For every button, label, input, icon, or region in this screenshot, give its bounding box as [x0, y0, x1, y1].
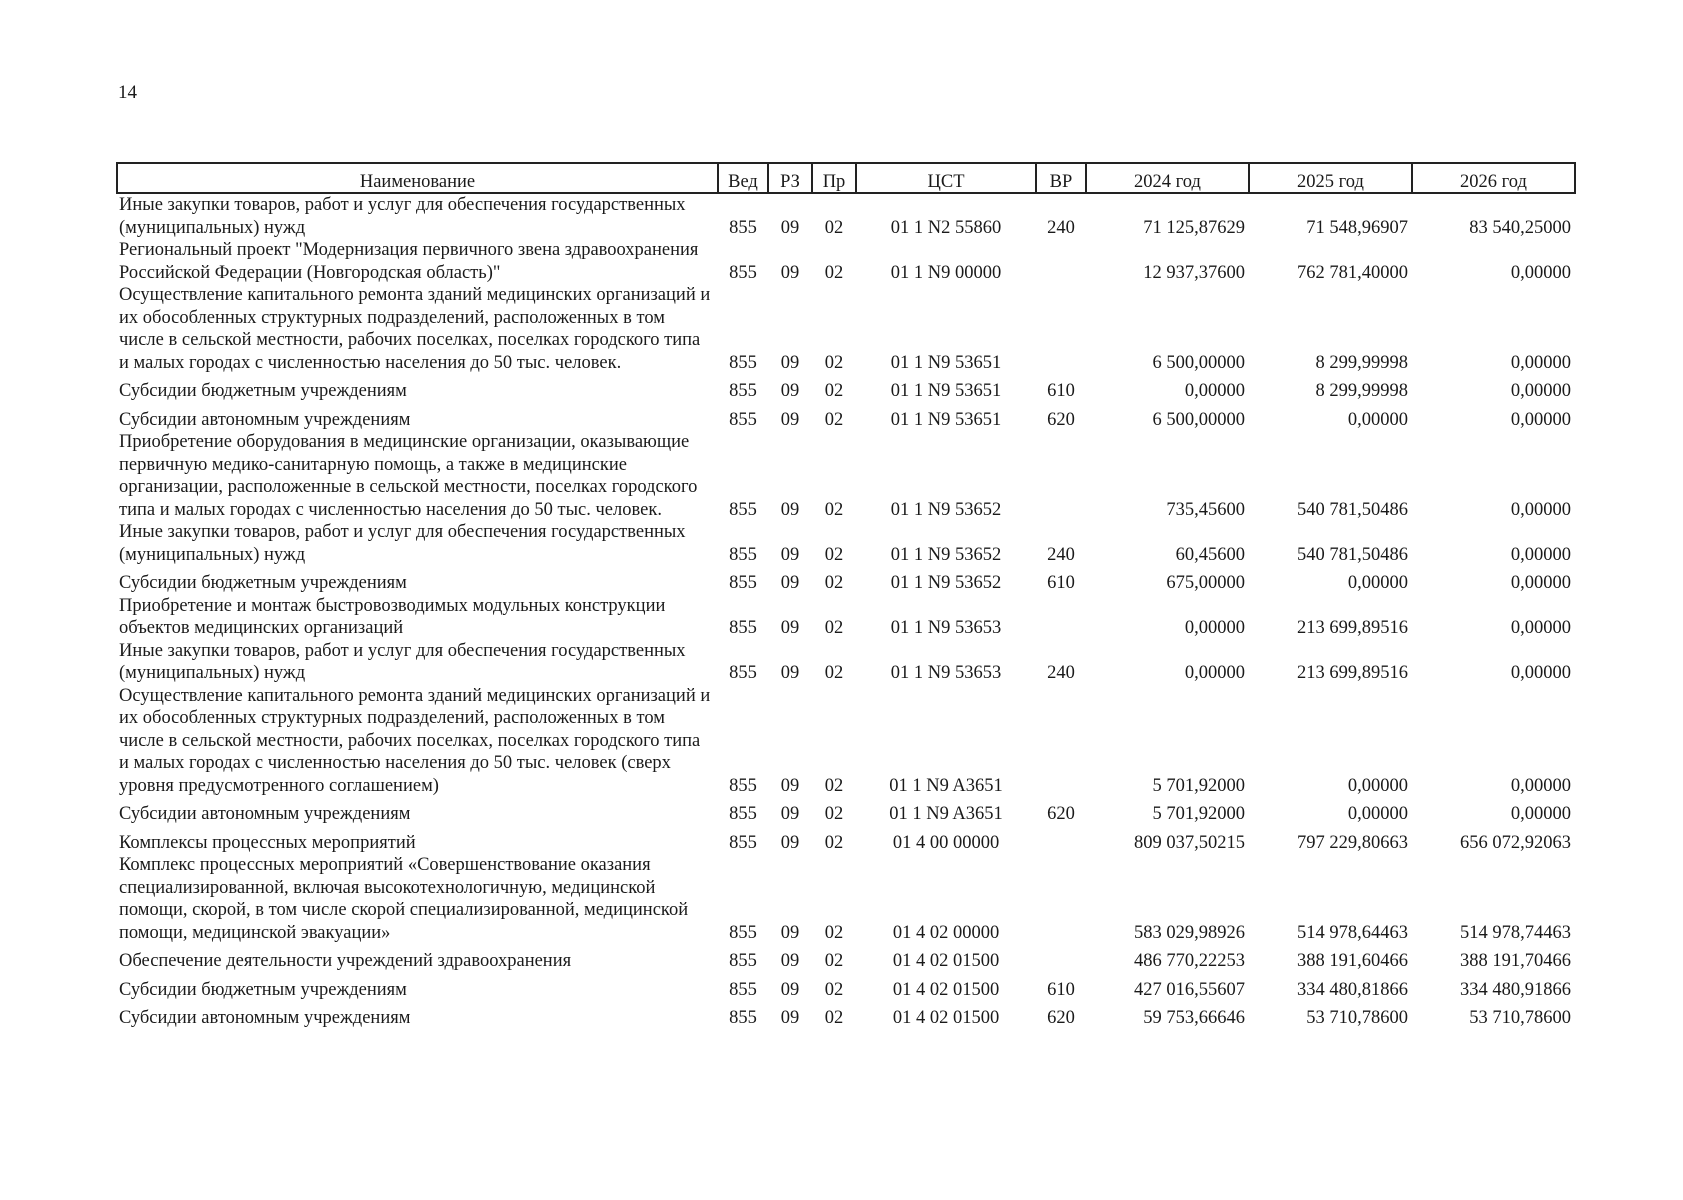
row-cst: 01 1 N9 53652 [890, 544, 1002, 565]
header-cst: ЦСТ [856, 163, 1036, 193]
row-2026: 0,00000 [1510, 352, 1571, 373]
row-2026: 334 480,91866 [1460, 979, 1571, 1000]
header-pr: Пр [812, 163, 856, 193]
row-ved: 855 [729, 618, 757, 638]
row-ved: 855 [729, 951, 757, 971]
row-2026: 0,00000 [1510, 409, 1571, 430]
row-vr: 610 [1047, 573, 1075, 593]
row-ved: 855 [729, 804, 757, 824]
row-rz: 09 [780, 217, 800, 238]
row-2024: 5 701,92000 [1152, 804, 1245, 824]
row-pr: 02 [824, 381, 844, 401]
row-2026: 0,00000 [1510, 262, 1571, 283]
row-cst: 01 1 N9 00000 [890, 262, 1002, 283]
row-name: Субсидии бюджетным учреждениям [119, 381, 407, 401]
header-2025: 2025 год [1249, 163, 1412, 193]
row-2026: 0,00000 [1510, 775, 1571, 796]
row-cst: 01 1 N9 A3651 [889, 804, 1003, 824]
row-2024: 6 500,00000 [1152, 409, 1245, 430]
row-rz: 09 [780, 951, 800, 971]
row-ved: 855 [729, 352, 757, 373]
row-name: Обеспечение деятельности учреждений здравоохранения [119, 951, 572, 971]
row-2026: 514 978,74463 [1460, 922, 1571, 943]
row-pr: 02 [824, 663, 844, 683]
row-name: Иные закупки товаров, работ и услуг для обеспечения государственных (муниципальных) нужд [119, 640, 686, 683]
table-row [117, 685, 1575, 798]
row-2026: 83 540,25000 [1469, 217, 1571, 238]
table-row [117, 854, 1575, 944]
row-vr [1036, 284, 1086, 374]
row-2026: 0,00000 [1510, 663, 1571, 683]
table-row [117, 944, 1575, 973]
row-pr: 02 [824, 262, 844, 283]
row-2025: 0,00000 [1347, 573, 1408, 593]
row-pr: 02 [824, 544, 844, 565]
row-2024: 60,45600 [1175, 544, 1245, 565]
row-2025: 388 191,60466 [1297, 951, 1408, 971]
row-name: Комплекс процессных мероприятий «Совершенствование оказания специализированной, включая высокотехнологичную, медицинской помощи, скорой, в том числе скорой специализированной, медицинской помощи, медицинской эвакуации» [119, 855, 689, 943]
row-2025: 514 978,64463 [1297, 922, 1408, 943]
budget-table [116, 162, 1576, 1030]
row-ved: 855 [729, 262, 757, 283]
row-2024: 675,00000 [1166, 573, 1245, 593]
row-ved: 855 [729, 663, 757, 683]
row-rz: 09 [780, 804, 800, 824]
row-rz: 09 [780, 618, 800, 638]
header-ved: Вед [718, 163, 768, 193]
row-name: Региональный проект "Модернизация первичного звена здравоохранения Российской Федерации (Новгородская область)" [119, 240, 699, 283]
row-vr: 240 [1047, 217, 1075, 238]
table-row [117, 403, 1575, 432]
row-ved: 855 [729, 381, 757, 401]
row-pr: 02 [824, 832, 844, 853]
row-name: Субсидии автономным учреждениям [119, 409, 411, 430]
row-2024: 486 770,22253 [1134, 951, 1245, 971]
row-2026: 388 191,70466 [1460, 951, 1571, 971]
row-pr: 02 [824, 804, 844, 824]
row-cst: 01 1 N2 55860 [890, 217, 1002, 238]
row-pr: 02 [824, 499, 844, 520]
row-2025: 53 710,78600 [1306, 1008, 1408, 1028]
row-pr: 02 [824, 922, 844, 943]
header-2026: 2026 год [1412, 163, 1575, 193]
table-row [117, 797, 1575, 826]
header-name: Наименование [117, 163, 718, 193]
row-name: Субсидии бюджетным учреждениям [119, 573, 407, 593]
row-vr [1036, 826, 1086, 855]
row-vr: 620 [1047, 804, 1075, 824]
row-vr: 620 [1047, 409, 1075, 430]
row-ved: 855 [729, 775, 757, 796]
row-name: Осуществление капитального ремонта зданий медицинских организаций и их обособленных структурных подразделений, расположенных в том числе в сельской местности, рабочих поселках, поселках городского типа и малых городах с численностью населения до 50 тыс. человек. [119, 285, 711, 373]
row-pr: 02 [824, 217, 844, 238]
table-row [117, 239, 1575, 284]
row-cst: 01 4 02 00000 [892, 922, 1000, 943]
row-ved: 855 [729, 544, 757, 565]
row-cst: 01 1 N9 53651 [890, 381, 1002, 401]
row-rz: 09 [780, 381, 800, 401]
row-2026: 0,00000 [1510, 544, 1571, 565]
page-number: 14 [118, 82, 137, 103]
table-row [117, 1001, 1575, 1030]
row-2025: 213 699,89516 [1297, 618, 1408, 638]
row-name: Комплексы процессных мероприятий [119, 832, 416, 853]
row-2025: 0,00000 [1347, 409, 1408, 430]
header-rz: РЗ [768, 163, 812, 193]
row-2024: 427 016,55607 [1134, 979, 1245, 1000]
row-2025: 71 548,96907 [1306, 217, 1408, 238]
row-cst: 01 1 N9 53651 [890, 352, 1002, 373]
table-row [117, 973, 1575, 1002]
row-cst: 01 1 N9 A3651 [889, 775, 1003, 796]
row-2025: 797 229,80663 [1297, 832, 1408, 853]
table-row [117, 595, 1575, 640]
row-cst: 01 1 N9 53653 [890, 663, 1002, 683]
row-rz: 09 [780, 262, 800, 283]
row-rz: 09 [780, 409, 800, 430]
row-pr: 02 [824, 979, 844, 1000]
row-2025: 540 781,50486 [1297, 544, 1408, 565]
row-cst: 01 4 00 00000 [892, 832, 1000, 853]
row-name: Приобретение и монтаж быстровозводимых модульных конструкции объектов медицинских организаций [119, 595, 666, 638]
row-2024: 12 937,37600 [1143, 262, 1245, 283]
row-pr: 02 [824, 951, 844, 971]
row-2026: 0,00000 [1510, 573, 1571, 593]
row-name: Иные закупки товаров, работ и услуг для обеспечения государственных (муниципальных) нужд [119, 195, 686, 238]
row-vr [1036, 431, 1086, 521]
table-row [117, 431, 1575, 521]
row-ved: 855 [729, 217, 757, 238]
row-cst: 01 1 N9 53651 [890, 409, 1002, 430]
row-rz: 09 [780, 663, 800, 683]
row-cst: 01 4 02 01500 [892, 979, 1000, 1000]
row-rz: 09 [780, 775, 800, 796]
row-pr: 02 [824, 409, 844, 430]
header-2024: 2024 год [1086, 163, 1249, 193]
row-rz: 09 [780, 573, 800, 593]
row-name: Приобретение оборудования в медицинские организации, оказывающие первичную медико-санитарную помощь, а также в медицинские организации, расположенные в сельской местности, поселках городского типа и малых городах с численностью населения до 50 тыс. человек. [119, 432, 698, 520]
row-pr: 02 [824, 618, 844, 638]
row-ved: 855 [729, 832, 757, 853]
row-name: Субсидии автономным учреждениям [119, 804, 411, 824]
row-vr: 240 [1047, 663, 1075, 683]
row-rz: 09 [780, 499, 800, 520]
row-2025: 8 299,99998 [1315, 381, 1408, 401]
row-ved: 855 [729, 499, 757, 520]
row-2024: 59 753,66646 [1143, 1008, 1245, 1028]
row-vr [1036, 595, 1086, 640]
row-2026: 0,00000 [1510, 618, 1571, 638]
table-row [117, 640, 1575, 685]
row-cst: 01 1 N9 53652 [890, 573, 1002, 593]
row-vr [1036, 685, 1086, 798]
row-2024: 6 500,00000 [1152, 352, 1245, 373]
row-pr: 02 [824, 352, 844, 373]
row-2024: 583 029,98926 [1134, 922, 1245, 943]
header-vr: ВР [1036, 163, 1086, 193]
row-2026: 656 072,92063 [1460, 832, 1571, 853]
row-pr: 02 [824, 775, 844, 796]
row-2025: 213 699,89516 [1297, 663, 1408, 683]
row-cst: 01 1 N9 53653 [890, 618, 1002, 638]
row-pr: 02 [824, 1008, 844, 1028]
row-rz: 09 [780, 922, 800, 943]
row-vr: 620 [1047, 1008, 1075, 1028]
table-row [117, 193, 1575, 239]
row-2024: 71 125,87629 [1143, 217, 1245, 238]
row-vr [1036, 944, 1086, 973]
row-2025: 334 480,81866 [1297, 979, 1408, 1000]
row-ved: 855 [729, 573, 757, 593]
row-vr [1036, 854, 1086, 944]
row-rz: 09 [780, 1008, 800, 1028]
row-rz: 09 [780, 352, 800, 373]
row-name: Субсидии автономным учреждениям [119, 1008, 411, 1028]
row-ved: 855 [729, 409, 757, 430]
row-2024: 735,45600 [1166, 499, 1245, 520]
table-row [117, 826, 1575, 855]
row-2024: 809 037,50215 [1134, 832, 1245, 853]
table-row [117, 566, 1575, 595]
row-ved: 855 [729, 1008, 757, 1028]
table-row [117, 521, 1575, 566]
row-2026: 0,00000 [1510, 381, 1571, 401]
row-rz: 09 [780, 544, 800, 565]
row-2024: 0,00000 [1184, 618, 1245, 638]
row-rz: 09 [780, 832, 800, 853]
row-rz: 09 [780, 979, 800, 1000]
row-2024: 0,00000 [1184, 381, 1245, 401]
row-vr: 610 [1047, 381, 1075, 401]
row-vr: 610 [1047, 979, 1075, 1000]
row-name: Иные закупки товаров, работ и услуг для обеспечения государственных (муниципальных) нужд [119, 522, 686, 565]
row-2025: 0,00000 [1347, 775, 1408, 796]
table-row [117, 374, 1575, 403]
row-name: Субсидии бюджетным учреждениям [119, 979, 407, 1000]
row-2026: 0,00000 [1510, 804, 1571, 824]
row-cst: 01 4 02 01500 [892, 951, 1000, 971]
row-2026: 0,00000 [1510, 499, 1571, 520]
row-cst: 01 1 N9 53652 [890, 499, 1002, 520]
row-2025: 8 299,99998 [1315, 352, 1408, 373]
row-2025: 0,00000 [1347, 804, 1408, 824]
row-2024: 0,00000 [1184, 663, 1245, 683]
row-vr: 240 [1047, 544, 1075, 565]
row-ved: 855 [729, 922, 757, 943]
row-name: Осуществление капитального ремонта зданий медицинских организаций и их обособленных структурных подразделений, расположенных в том числе в сельской местности, рабочих поселках, поселках городского типа и малых городах с численностью населения до 50 тыс. человек (сверх уровня предусмотренного соглашением) [119, 685, 711, 796]
row-ved: 855 [729, 979, 757, 1000]
row-vr [1036, 239, 1086, 284]
table-header-row [117, 163, 1575, 193]
row-2025: 540 781,50486 [1297, 499, 1408, 520]
table-row [117, 284, 1575, 374]
row-2024: 5 701,92000 [1152, 775, 1245, 796]
row-2025: 762 781,40000 [1297, 262, 1408, 283]
row-cst: 01 4 02 01500 [892, 1008, 1000, 1028]
row-pr: 02 [824, 573, 844, 593]
row-2026: 53 710,78600 [1469, 1008, 1571, 1028]
